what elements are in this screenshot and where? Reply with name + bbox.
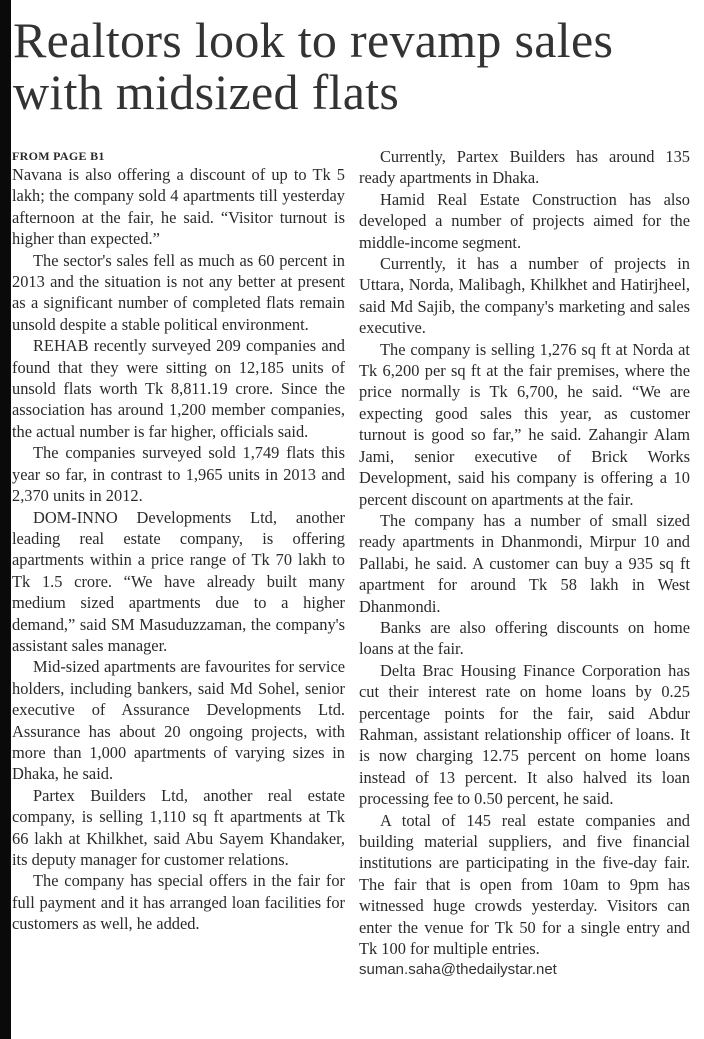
paragraph: Currently, Partex Builders has around 135 ready apartments in Dhaka. — [359, 147, 690, 188]
paragraph: Navana is also offering a discount of up to Tk 5 lakh; the company sold 4 apartments till yesterday afternoon at the fair, he said. “Visitor turnout is higher than expected.” — [12, 165, 345, 249]
paragraph: The company is selling 1,276 sq ft at Norda at Tk 6,200 per sq ft at the fair premises, where the price normally is Tk 6,700, he said. “We are expecting good sales this year, as customer turnout is good so far,” he said. Zahangir Alam Jami, senior executive of Brick Works Development, said his company is offering a 10 percent discount on apartments at the fair. — [359, 339, 690, 509]
paragraph: The companies surveyed sold 1,749 flats this year so far, in contrast to 1,965 units in 2013 and 2,370 units in 2012. — [12, 443, 345, 506]
paragraph: Mid-sized apartments are favourites for service holders, including bankers, said Md Sohel, senior executive of Assurance Developments Ltd. Assurance has about 20 ongoing projects, with more than 1,000 apartments of varying sizes in Dhaka, he said. — [12, 657, 345, 784]
paragraph: Delta Brac Housing Finance Corporation has cut their interest rate on home loans by 0.25 percentage points for the fair, said Abdur Rahman, assistant relationship officer of loans. It is now charging 12.75 percent on home loans instead of 13 percent. It also halved its loan processing fee to 0.50 percent, he said. — [359, 660, 690, 809]
byline-email: suman.saha@thedailystar.net — [359, 961, 557, 979]
paragraph: Banks are also offering discounts on home loans at the fair. — [359, 617, 690, 659]
jump-line: FROM PAGE B1 — [12, 149, 105, 163]
paragraph: REHAB recently surveyed 209 companies and found that they were sitting on 12,185 units of unsold flats worth Tk 8,811.19 crore. Since the association has around 1,200 member companies, the actual number is far higher, officials said. — [12, 336, 345, 441]
page-edge-bar — [0, 0, 11, 1039]
paragraph: Hamid Real Estate Construction has also developed a number of projects aimed for the middle-income segment. — [359, 189, 690, 252]
headline: Realtors look to revamp sales with midsized flats — [13, 12, 614, 120]
paragraph: The sector's sales fell as much as 60 percent in 2013 and the situation is not any better at present as a significant number of completed flats remain unsold despite a stable political environment. — [12, 250, 345, 334]
paragraph: The company has a number of small sized ready apartments in Dhanmondi, Mirpur 10 and Pallabi, he said. A customer can buy a 935 sq ft apartment for around Tk 58 lakh in West Dhanmondi. — [359, 510, 690, 616]
article-column-right — [359, 146, 690, 981]
paragraph: Currently, it has a number of projects in Uttara, Norda, Malibagh, Khilkhet and Hatirjheel, said Md Sajib, the company's marketing and sales executive. — [359, 254, 690, 338]
paragraph: A total of 145 real estate companies and building material suppliers, and five financial institutions are participating in the five-day fair. The fair that is open from 10am to 9pm has witnessed huge crowds yesterday. Visitors can enter the venue for Tk 50 for a single entry and Tk 100 for multiple entries. — [359, 810, 690, 959]
paragraph: Partex Builders Ltd, another real estate company, is selling 1,110 sq ft apartments at Tk 66 lakh at Khilkhet, said Abu Sayem Khandaker, its deputy manager for customer relations. — [12, 785, 345, 869]
article-column-left — [12, 146, 345, 935]
paragraph: DOM-INNO Developments Ltd, another leading real estate company, is offering apartments within a price range of Tk 70 lakh to Tk 1.5 crore. “We have already built many medium sized apartments due to a higher demand,” said SM Masuduzzaman, the company's assistant sales manager. — [12, 507, 345, 655]
paragraph: The company has special offers in the fair for full payment and it has arranged loan facilities for customers as well, he added. — [12, 871, 345, 934]
